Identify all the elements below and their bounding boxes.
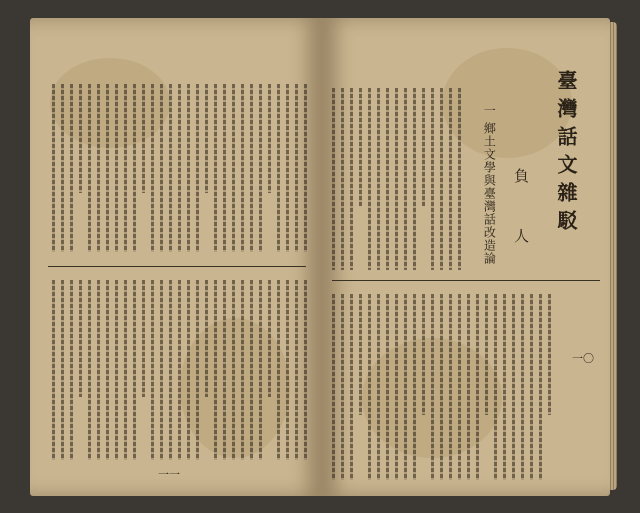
text-column-texture bbox=[458, 88, 461, 270]
text-column-texture bbox=[548, 294, 551, 415]
text-column-texture bbox=[440, 88, 443, 270]
text-column-texture bbox=[359, 88, 362, 206]
text-column-texture bbox=[467, 294, 470, 480]
text-column-texture bbox=[61, 84, 64, 252]
text-column-texture bbox=[106, 280, 109, 460]
text-column-texture bbox=[97, 280, 100, 460]
text-column-texture bbox=[395, 88, 398, 270]
text-column-texture bbox=[449, 294, 452, 480]
text-column-texture bbox=[214, 84, 217, 252]
text-column-texture bbox=[512, 294, 515, 480]
text-column-texture bbox=[133, 280, 136, 460]
text-column-texture bbox=[286, 84, 289, 252]
text-column-texture bbox=[196, 280, 199, 460]
text-column-texture bbox=[178, 84, 181, 252]
text-column-texture bbox=[79, 84, 82, 193]
text-column-texture bbox=[341, 88, 344, 270]
text-column-texture bbox=[286, 280, 289, 460]
text-column-texture bbox=[151, 280, 154, 460]
column-divider-rule bbox=[332, 280, 600, 281]
text-column-texture bbox=[52, 280, 55, 460]
text-column-texture bbox=[494, 294, 497, 480]
text-column-texture bbox=[413, 294, 416, 480]
text-column-texture bbox=[530, 294, 533, 480]
text-column-texture bbox=[70, 280, 73, 460]
text-column-texture bbox=[476, 294, 479, 480]
text-column-texture bbox=[368, 88, 371, 270]
text-column-texture bbox=[160, 84, 163, 252]
text-column-texture bbox=[422, 88, 425, 206]
text-column-texture bbox=[277, 280, 280, 460]
text-column-texture bbox=[250, 280, 253, 460]
text-column-texture bbox=[115, 84, 118, 252]
text-column-texture bbox=[458, 294, 461, 480]
text-column-texture bbox=[178, 280, 181, 460]
text-column-texture bbox=[61, 280, 64, 460]
text-column-texture bbox=[232, 280, 235, 460]
text-column-texture bbox=[304, 84, 307, 252]
text-column-texture bbox=[341, 294, 344, 480]
text-column-texture bbox=[449, 88, 452, 270]
text-column-texture bbox=[404, 88, 407, 270]
text-column-texture bbox=[97, 84, 100, 252]
section-heading: 一 鄉土文學與臺灣話改造論 bbox=[482, 104, 497, 265]
text-column-texture bbox=[115, 280, 118, 460]
text-column-texture bbox=[440, 294, 443, 480]
paper-stain bbox=[442, 48, 572, 158]
text-column-texture bbox=[304, 280, 307, 460]
text-column-texture bbox=[386, 294, 389, 480]
text-column-texture bbox=[413, 88, 416, 270]
author-label: 負 bbox=[512, 168, 530, 183]
text-column-texture bbox=[223, 84, 226, 252]
text-column-texture bbox=[70, 84, 73, 252]
text-column-texture bbox=[88, 280, 91, 460]
page-number-left: 一一 bbox=[158, 468, 180, 481]
text-column-texture bbox=[205, 280, 208, 397]
text-column-texture bbox=[205, 84, 208, 193]
text-column-texture bbox=[88, 84, 91, 252]
text-column-texture bbox=[359, 294, 362, 415]
text-column-texture bbox=[332, 88, 335, 270]
text-column-texture bbox=[259, 280, 262, 460]
text-column-texture bbox=[268, 84, 271, 193]
text-column-texture bbox=[169, 280, 172, 460]
text-column-texture bbox=[395, 294, 398, 480]
text-column-texture bbox=[79, 280, 82, 397]
text-column-texture bbox=[124, 84, 127, 252]
left-page bbox=[30, 18, 322, 496]
author-char: 人 bbox=[512, 228, 530, 243]
text-column-texture bbox=[250, 84, 253, 252]
page-number-right: 一〇 bbox=[572, 352, 594, 365]
text-column-texture bbox=[368, 294, 371, 480]
text-column-texture bbox=[386, 88, 389, 270]
text-column-texture bbox=[377, 88, 380, 270]
text-column-texture bbox=[332, 294, 335, 480]
text-column-texture bbox=[521, 294, 524, 480]
text-column-texture bbox=[377, 294, 380, 480]
text-column-texture bbox=[133, 84, 136, 252]
text-column-texture bbox=[539, 294, 542, 480]
text-column-texture bbox=[485, 294, 488, 415]
text-column-texture bbox=[52, 84, 55, 252]
text-column-texture bbox=[196, 84, 199, 252]
text-column-texture bbox=[241, 84, 244, 252]
article-title: 臺灣話文雜駁 bbox=[554, 70, 578, 238]
text-column-texture bbox=[431, 88, 434, 270]
text-column-texture bbox=[151, 84, 154, 252]
text-column-texture bbox=[350, 88, 353, 270]
text-column-texture bbox=[431, 294, 434, 480]
text-column-texture bbox=[259, 84, 262, 252]
text-column-texture bbox=[268, 280, 271, 397]
text-column-texture bbox=[350, 294, 353, 480]
text-column-texture bbox=[187, 280, 190, 460]
text-column-texture bbox=[422, 294, 425, 415]
column-divider-rule bbox=[48, 266, 306, 267]
text-column-texture bbox=[223, 280, 226, 460]
text-column-texture bbox=[241, 280, 244, 460]
text-column-texture bbox=[124, 280, 127, 460]
text-column-texture bbox=[277, 84, 280, 252]
text-column-texture bbox=[169, 84, 172, 252]
text-column-texture bbox=[404, 294, 407, 480]
text-column-texture bbox=[232, 84, 235, 252]
text-column-texture bbox=[142, 280, 145, 397]
right-page bbox=[322, 18, 610, 496]
text-column-texture bbox=[142, 84, 145, 193]
text-column-texture bbox=[106, 84, 109, 252]
text-column-texture bbox=[503, 294, 506, 480]
text-column-texture bbox=[295, 280, 298, 460]
text-column-texture bbox=[160, 280, 163, 460]
text-column-texture bbox=[214, 280, 217, 460]
text-column-texture bbox=[187, 84, 190, 252]
text-column-texture bbox=[295, 84, 298, 252]
